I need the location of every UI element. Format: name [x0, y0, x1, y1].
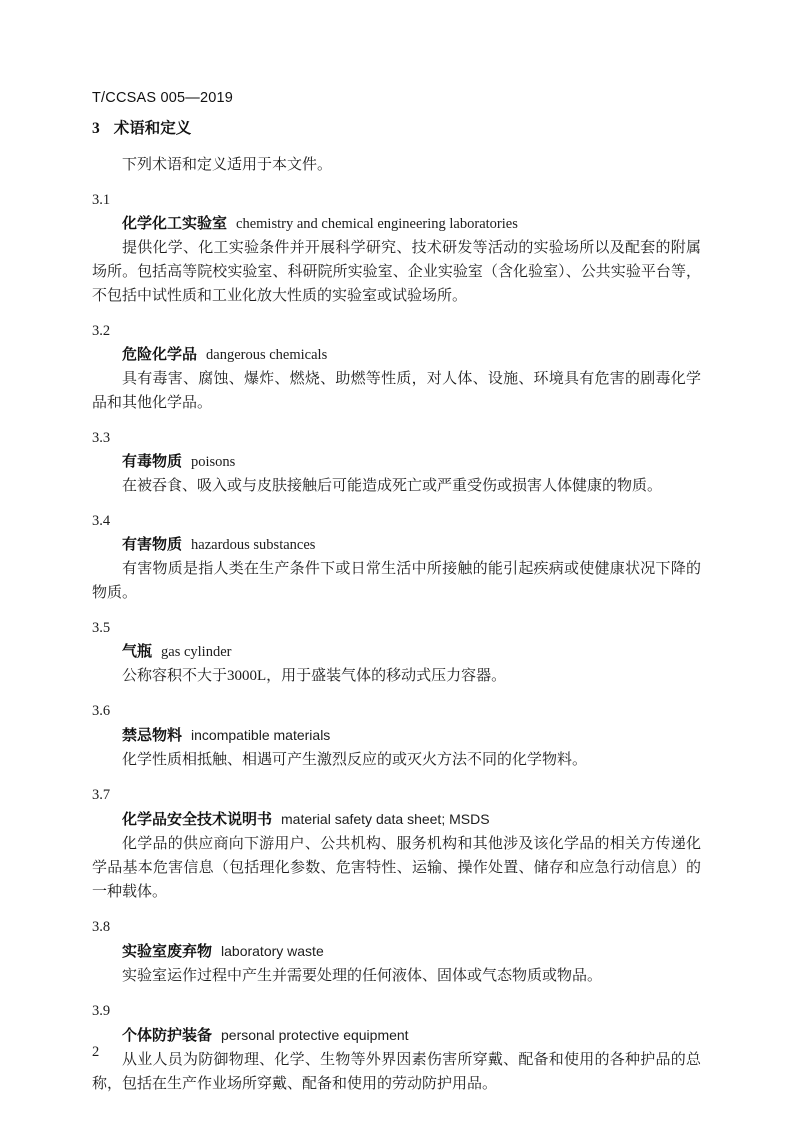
term-number: 3.4 [92, 513, 111, 529]
term-en: dangerous chemicals [206, 347, 328, 363]
term-number: 3.5 [92, 620, 111, 636]
term-en: chemistry and chemical engineering laboratories [236, 216, 518, 232]
term-number: 3.8 [92, 919, 111, 935]
term-zh: 实验室废弃物 [122, 943, 213, 960]
term-zh: 有毒物质 [122, 453, 183, 470]
running-header: T/CCSAS 005—2019 [92, 90, 234, 106]
term-en: gas cylinder [161, 644, 232, 660]
term-line [92, 450, 701, 474]
term-section-3-6 [92, 699, 701, 772]
term-number: 3.7 [92, 787, 111, 803]
clause-title: 术语和定义 [113, 120, 192, 137]
term-definition: 有害物质是指人类在生产条件下或日常生活中所接触的能引起疾病或使健康状况下降的物质。 [92, 561, 701, 601]
term-en: poisons [191, 454, 236, 470]
term-definition: 从业人员为防御物理、化学、生物等外界因素伤害所穿戴、配备和使用的各种护品的总称，包括在生产作业场所穿戴、配备和使用的劳动防护用品。 [92, 1052, 701, 1092]
term-zh: 化学品安全技术说明书 [122, 811, 273, 828]
term-definition: 化学品的供应商向下游用户、公共机构、服务机构和其他涉及该化学品的相关方传递化学品基本危害信息（包括理化参数、危害特性、运输、操作处置、储存和应急行动信息）的一种载体。 [92, 836, 701, 900]
term-zh: 危险化学品 [122, 346, 198, 363]
term-en: hazardous substances [191, 537, 316, 553]
term-number: 3.9 [92, 1003, 111, 1019]
clause-number: 3 [92, 120, 100, 137]
term-section-3-9 [92, 999, 701, 1096]
term-number: 3.1 [92, 192, 111, 208]
term-line [92, 807, 701, 832]
term-number: 3.6 [92, 703, 111, 719]
term-line [92, 939, 701, 964]
term-line [92, 640, 701, 664]
page-number: 2 [92, 1044, 100, 1060]
term-definition: 公称容积不大于3000L，用于盛装气体的移动式压力容器。 [122, 668, 507, 684]
term-en: personal protective equipment [221, 1027, 409, 1043]
term-number: 3.3 [92, 430, 111, 446]
term-en: material safety data sheet; MSDS [281, 811, 490, 827]
term-section-3-7 [92, 783, 701, 904]
term-section-3-2 [92, 319, 701, 415]
term-line [92, 1023, 701, 1048]
term-zh: 禁忌物料 [122, 727, 183, 744]
term-line [92, 723, 701, 748]
term-line [92, 212, 701, 236]
term-zh: 化学化工实验室 [122, 215, 228, 232]
term-en: incompatible materials [191, 727, 331, 743]
term-definition: 提供化学、化工实验条件并开展科学研究、技术研发等活动的实验场所以及配套的附属场所。包括高等院校实验室、科研院所实验室、企业实验室（含化验室）、公共实验平台等，不包括中试性质和工业化放大性质的实验室或试验场所。 [92, 240, 701, 304]
term-number: 3.2 [92, 323, 111, 339]
term-zh: 个体防护装备 [122, 1027, 213, 1044]
term-definition: 具有毒害、腐蚀、爆炸、燃烧、助燃等性质，对人体、设施、环境具有危害的剧毒化学品和其他化学品。 [92, 371, 701, 411]
term-section-3-1 [92, 188, 701, 308]
term-en: laboratory waste [221, 943, 324, 959]
term-line [92, 533, 701, 557]
clause-heading [92, 117, 701, 141]
term-section-3-4 [92, 509, 701, 605]
intro-sentence: 下列术语和定义适用于本文件。 [122, 157, 333, 173]
term-section-3-8 [92, 915, 701, 988]
term-definition: 实验室运作过程中产生并需要处理的任何液体、固体或气态物质或物品。 [122, 968, 603, 984]
term-line [92, 343, 701, 367]
term-section-3-5 [92, 616, 701, 688]
term-definition: 在被吞食、吸入或与皮肤接触后可能造成死亡或严重受伤或损害人体健康的物质。 [122, 478, 663, 494]
term-zh: 有害物质 [122, 536, 183, 553]
term-section-3-3 [92, 426, 701, 498]
term-definition: 化学性质相抵触、相遇可产生激烈反应的或灭火方法不同的化学物料。 [122, 752, 588, 768]
term-zh: 气瓶 [122, 643, 153, 660]
